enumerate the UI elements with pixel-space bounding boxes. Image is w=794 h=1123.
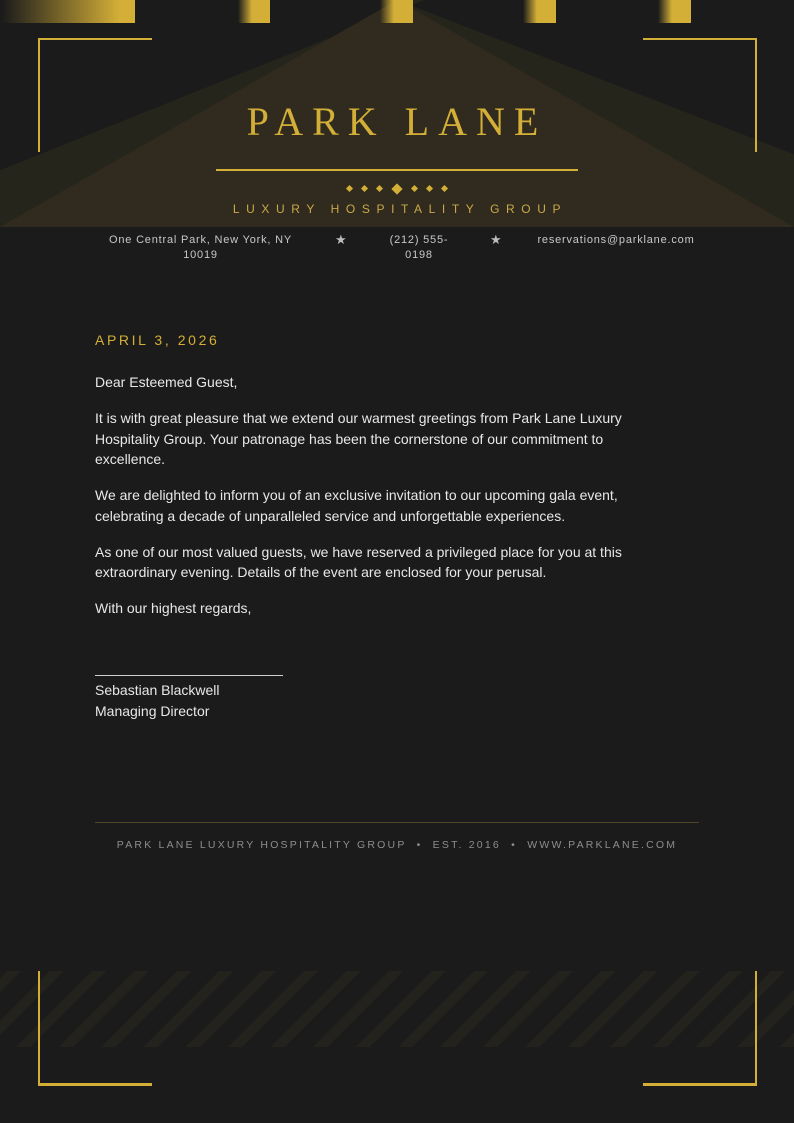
corner-frame-bottom-right (643, 971, 757, 1086)
paragraph: We are delighted to inform you of an exclusive invitation to our upcoming gala event, celebrating a decade of unparalleled service and unforgettable experiences. (95, 487, 618, 524)
signatory-title: Managing Director (95, 703, 210, 719)
signatory-name: Sebastian Blackwell (95, 682, 220, 698)
diamond-ornament-icon (0, 183, 794, 195)
signature-line (95, 675, 283, 676)
star-icon: ★ (490, 232, 502, 247)
contact-address: One Central Park, New York, NY 10019 (109, 234, 292, 261)
star-icon: ★ (335, 232, 347, 247)
paragraph: As one of our most valued guests, we have reserved a privileged place for you at this extraordinary evening. Details of the event are enclosed for your perusal. (95, 543, 622, 580)
decorative-top-bars (0, 0, 794, 23)
paragraph: It is with great pleasure that we extend our warmest greetings from Park Lane Luxury Hospitality Group. Your patronage has been the cornerstone of our commitment to excellence. (95, 410, 622, 467)
signature-block (95, 680, 220, 722)
corner-frame-bottom-left (38, 971, 152, 1086)
footer-divider (95, 822, 699, 823)
contact-email[interactable]: reservations@parklane.com (537, 234, 695, 246)
brand-tagline: LUXURY HOSPITALITY GROUP (232, 202, 568, 216)
brand-name: PARK LANE (246, 99, 548, 144)
footer-text: PARK LANE LUXURY HOSPITALITY GROUP • EST. 2016 • WWW.PARKLANE.COM (116, 839, 678, 851)
corner-frame-top-left (38, 38, 152, 152)
brand-divider (216, 169, 578, 171)
letter-date: APRIL 3, 2026 (95, 332, 220, 348)
contact-phone: (212) 555-0198 (389, 234, 449, 261)
corner-frame-top-right (643, 38, 757, 152)
closing: With our highest regards, (95, 600, 252, 616)
letter-body (95, 372, 665, 634)
salutation: Dear Esteemed Guest, (95, 374, 238, 390)
